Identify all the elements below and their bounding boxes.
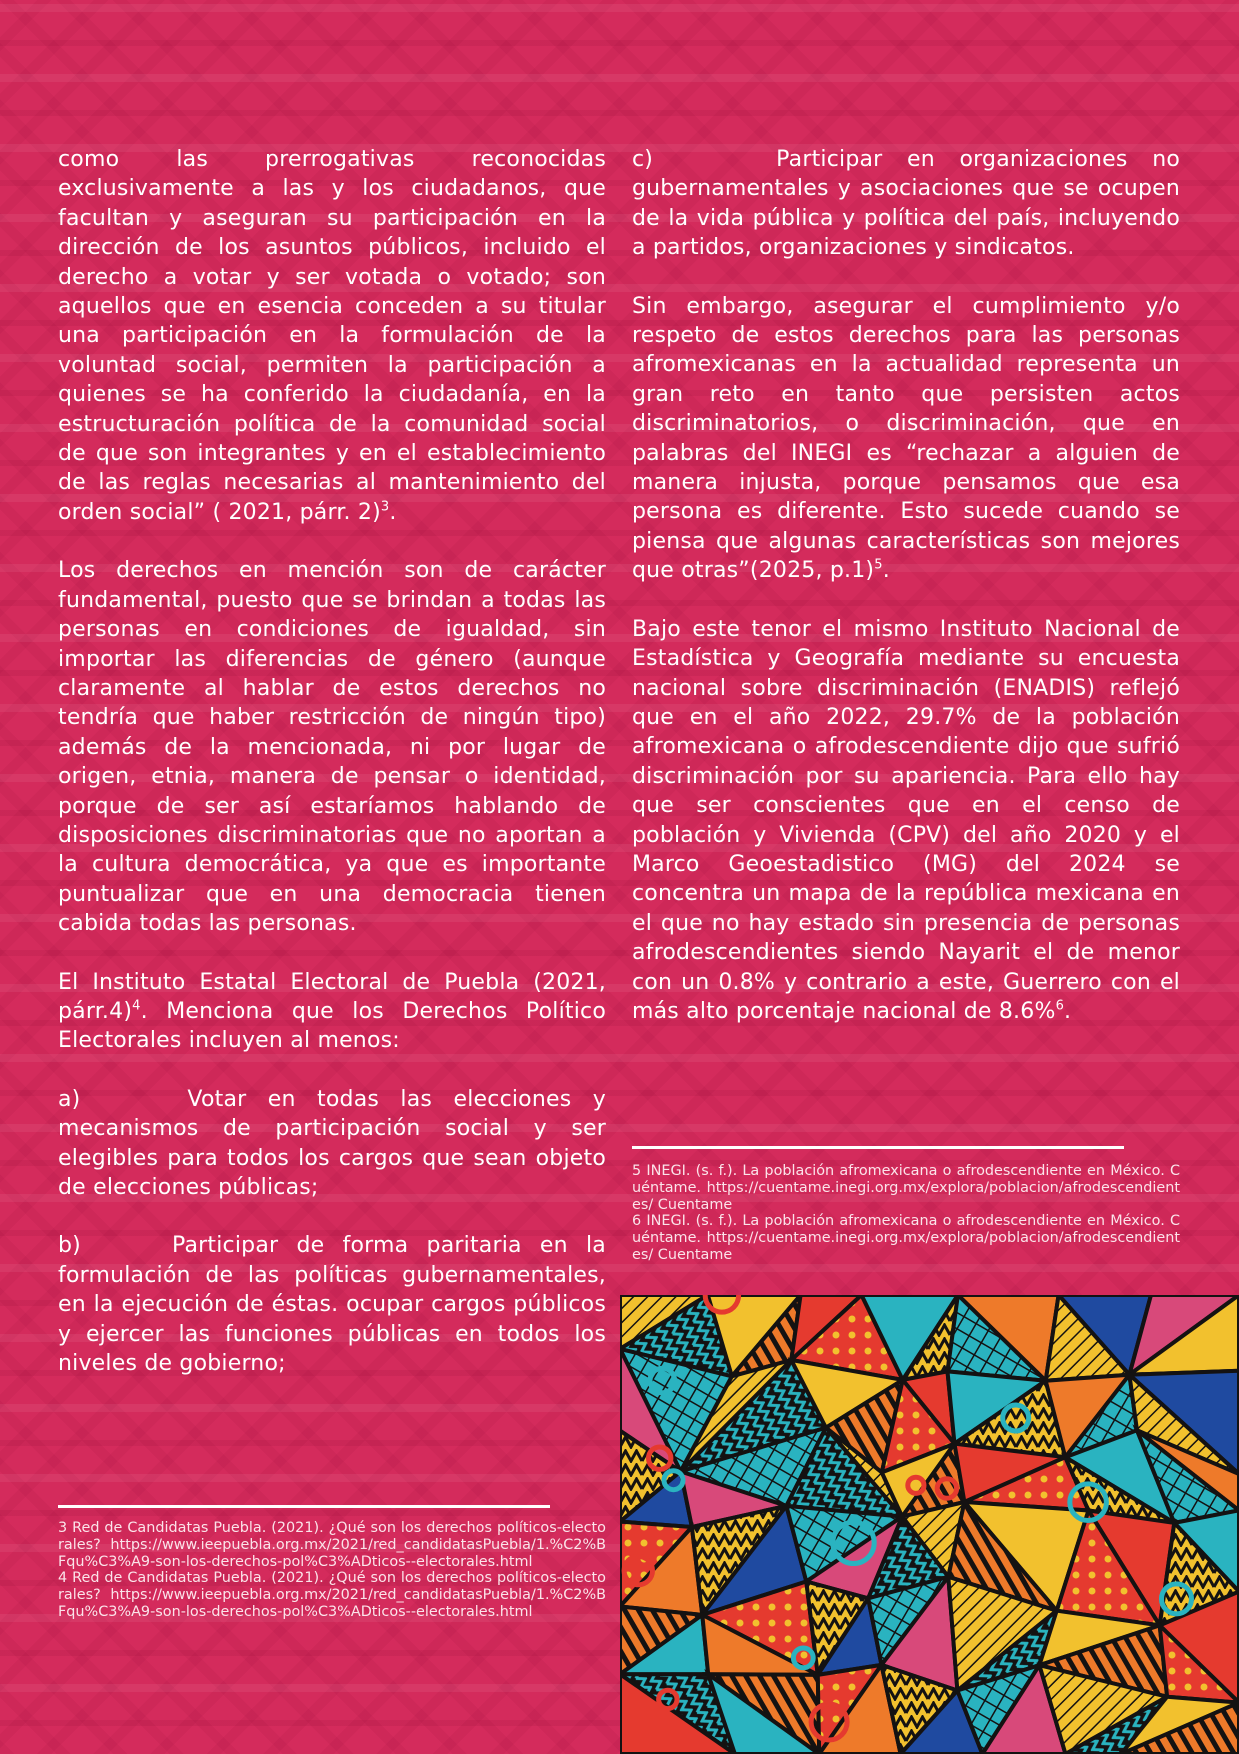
footnote-6: 6 INEGI. (s. f.). La población afromexicana o afrodescendiente en México. Cuéntame. https://cuentame.inegi.org.mx/explora/poblacion/afrodescendientes/ Cuentame: [632, 1213, 1180, 1263]
paragraph: Sin embargo, asegurar el cumplimiento y/o respeto de estos derechos para las personas afromexicanas en la actualidad representa un gran reto en tanto que persisten actos discriminatorios, o discriminación, que en palabras del INEGI es “rechazar a alguien de manera injusta, porque pensamos que esa persona es diferente. Esto sucede cuando se piensa que algunas características son mejores que otras”(2025, p.1)$^5$.: [632, 293, 1180, 584]
paragraph: Bajo este tenor el mismo Instituto Nacional de Estadística y Geografía mediante su encuesta nacional sobre discriminación (ENADIS) reflejó que en el año 2022, 29.7% de la población afromexicana o afrodescendiente dijo que sufrió discriminación por su apariencia. Para ello hay que ser conscientes que en el censo de población y Vivienda (CPV) del año 2020 y el Marco Geoestadistico (MG) del 2024 se concentra un mapa de la república mexicana en el que no hay estado sin presencia de personas afrodescendientes siendo Nayarit el de menor con un 0.8% y contrario a este, Guerrero con el más alto porcentaje nacional de 8.6%$^6$.: [632, 616, 1180, 1024]
right-text-column: [632, 145, 1180, 1055]
paragraph: El Instituto Estatal Electoral de Puebla (2021, párr.4)$^4$. Menciona que los Derechos Político Electorales incluyen al menos:: [58, 969, 606, 1054]
list-item-b: b) Participar de forma paritaria en la formulación de las políticas gubernamentales, en la ejecución de éstas. ocupar cargos públicos y ejercer las funciones públicas en todos los niveles de gobierno;: [58, 1233, 606, 1377]
patterned-artwork-image: [620, 1295, 1239, 1754]
footnote-divider: [58, 1505, 550, 1508]
paragraph: como las prerrogativas reconocidas exclusivamente a las y los ciudadanos, que facultan y aseguran su participación en la dirección de los asuntos públicos, incluido el derecho a votar y ser votada o votado; son aquellos que en esencia conceden a su titular una participación en la formulación de la voluntad social, permiten la participación a quienes se ha conferido la ciudadanía, en la estructuración política de la comunidad social de que son integrantes y en el establecimiento de las reglas necesarias al mantenimiento del orden social” ( 2021, párr. 2)$^3$.: [58, 147, 606, 525]
paragraph: Los derechos en mención son de carácter fundamental, puesto que se brindan a todas las personas en condiciones de igualdad, sin importar las diferencias de género (aunque claramente al hablar de estos derechos no tendría que haber restricción de ningún tipo) además de la mencionada, ni por lugar de origen, etnia, manera de pensar o identidad, porque de ser así estaríamos hablando de disposiciones discriminatorias que no aportan a la cultura democrática, ya que es importante puntualizar que en una democracia tienen cabida todas las personas.: [58, 558, 606, 937]
artwork-svg: [620, 1295, 1239, 1754]
footnote-ref: 5: [874, 557, 883, 573]
footnotes-left: [58, 1520, 606, 1621]
footnote-ref: 4: [132, 998, 141, 1014]
footnote-3: 3 Red de Candidatas Puebla. (2021). ¿Qué son los derechos políticos-electorales? https://www.ieepuebla.org.mx/2021/red_candidatasPuebla/1.%C2%BFqu%C3%A9-son-los-derechos-pol%C3%ADticos--electorales.html: [58, 1520, 606, 1570]
list-item-c: c) Participar en organizaciones no gubernamentales y asociaciones que se ocupen de la vida pública y política del país, incluyendo a partidos, organizaciones y sindicatos.: [632, 147, 1180, 261]
footnote-5: 5 INEGI. (s. f.). La población afromexicana o afrodescendiente en México. Cuéntame. https://cuentame.inegi.org.mx/explora/poblacion/afrodescendientes/ Cuentame: [632, 1163, 1180, 1213]
left-text-column: [58, 145, 606, 1407]
list-item-a: a) Votar en todas las elecciones y mecanismos de participación social y ser elegibles para todos los cargos que sean objeto de elecciones públicas;: [58, 1086, 606, 1200]
footnote-ref: 6: [1055, 998, 1065, 1014]
footnote-ref: 3: [380, 499, 390, 515]
footnotes-right: [632, 1163, 1180, 1264]
footnote-divider: [632, 1146, 1124, 1149]
footnote-4: 4 Red de Candidatas Puebla. (2021). ¿Qué son los derechos políticos-electorales? https://www.ieepuebla.org.mx/2021/red_candidatasPuebla/1.%C2%BFqu%C3%A9-son-los-derechos-pol%C3%ADticos--electorales.html: [58, 1570, 606, 1620]
